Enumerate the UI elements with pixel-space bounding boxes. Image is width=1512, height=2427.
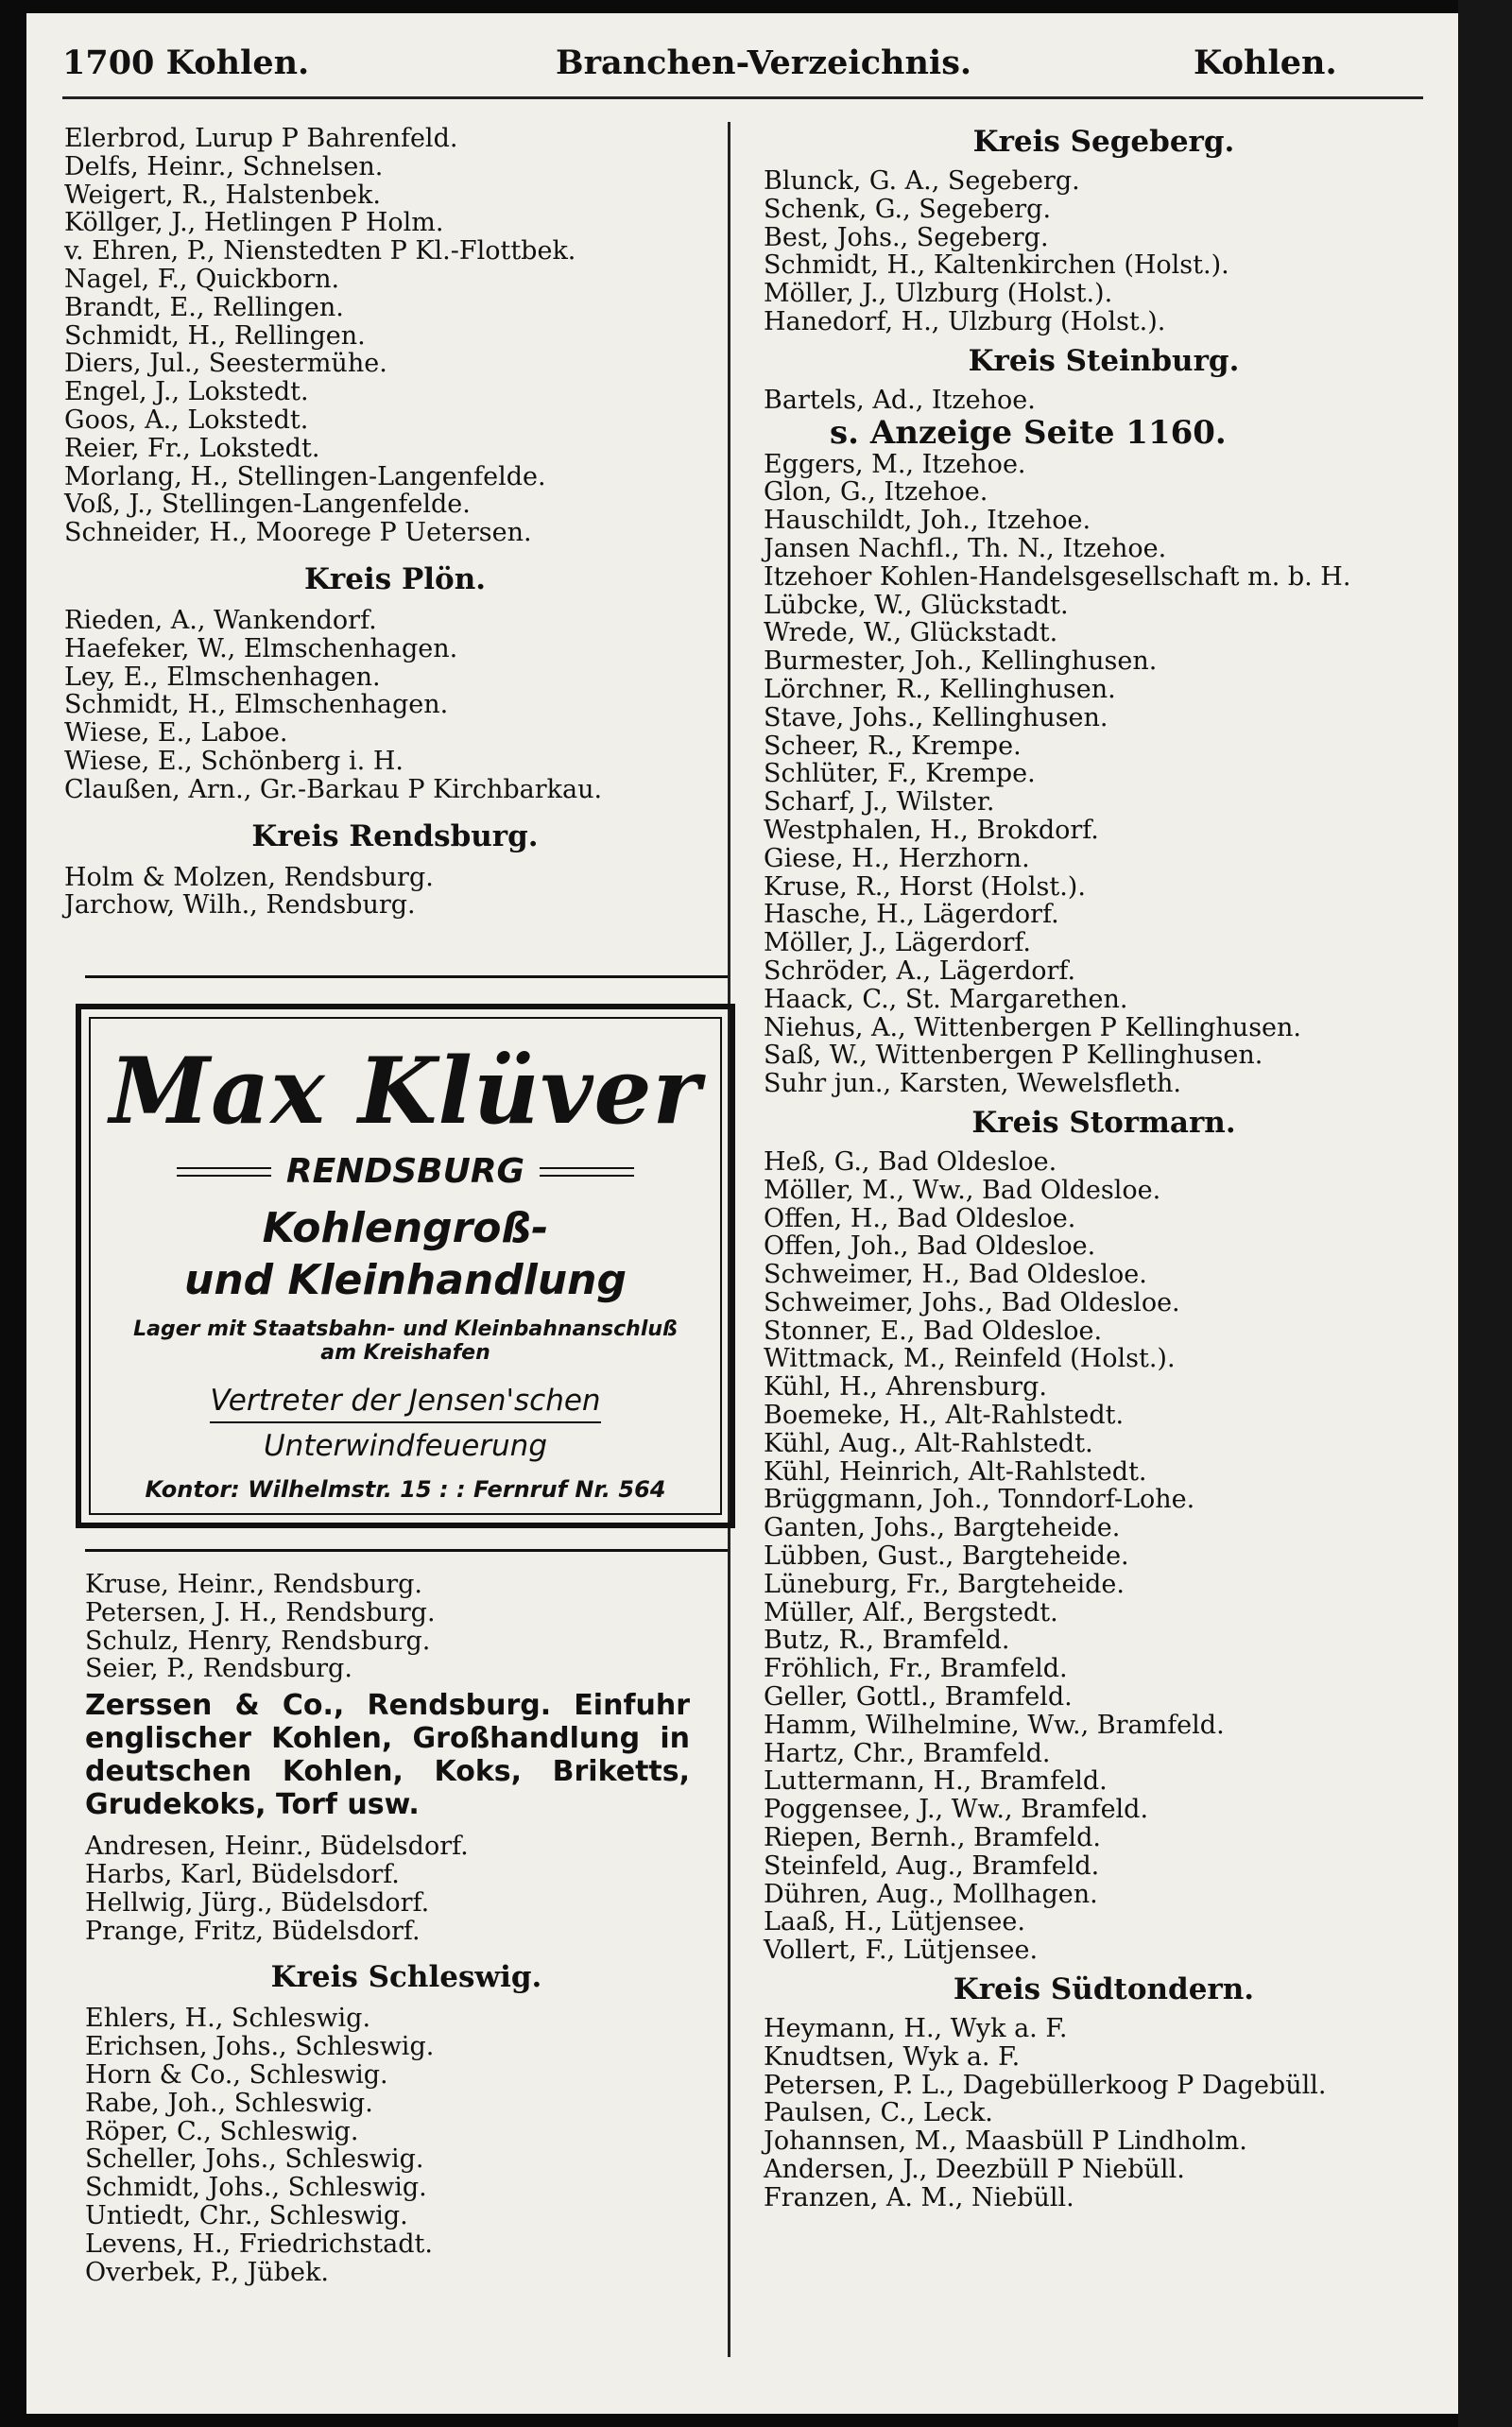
directory-entry: Offen, H., Bad Oldesloe. [764, 1203, 1076, 1233]
section-heading-schleswig: Kreis Schleswig. [270, 1960, 542, 1995]
ad-vertreter: Vertreter der Jensen'schen [210, 1384, 600, 1423]
directory-entry: Bartels, Ad., Itzehoe. [764, 385, 1036, 415]
section-heading-steinburg: Kreis Steinburg. [968, 343, 1240, 378]
page-number-header: 1700 Kohlen. [62, 43, 310, 82]
directory-entry: Best, Johs., Segeberg. [764, 222, 1049, 252]
directory-entry: Giese, H., Herzhorn. [764, 843, 1030, 873]
directory-entry: Kühl, Heinrich, Alt-Rahlstedt. [764, 1456, 1147, 1487]
entry-list [764, 387, 1444, 415]
directory-entry: Riepen, Bernh., Bramfeld. [764, 1823, 1101, 1853]
directory-entry: Levens, H., Friedrichstadt. [85, 2229, 433, 2259]
directory-entry: Brandt, E., Rellingen. [64, 292, 344, 322]
directory-entry: Poggensee, J., Ww., Bramfeld. [764, 1795, 1149, 1825]
ad-line-1: Kohlengroß- [262, 1204, 549, 1252]
section-header: Kohlen. [1194, 43, 1337, 82]
section-heading-rendsburg: Kreis Rendsburg. [251, 818, 539, 853]
section-heading-suedtondern: Kreis Südtondern. [953, 1972, 1255, 2007]
directory-entry: Horn & Co., Schleswig. [85, 2059, 388, 2090]
directory-entry: Scheer, R., Krempe. [764, 731, 1022, 761]
section-heading-stormarn: Kreis Stormarn. [971, 1105, 1236, 1140]
directory-entry: Wrede, W., Glückstadt. [764, 618, 1058, 648]
ad-city-row [91, 1152, 720, 1191]
directory-entry: Fröhlich, Fr., Bramfeld. [764, 1654, 1068, 1684]
directory-entry: Haefeker, W., Elmschenhagen. [64, 633, 458, 663]
entry-list [64, 125, 726, 547]
directory-entry: Kruse, Heinr., Rendsburg. [85, 1570, 422, 1599]
directory-entry: Voß, J., Stellingen-Langenfelde. [64, 490, 471, 520]
entry-list [64, 864, 726, 921]
section-heading-ploen: Kreis Plön. [303, 561, 487, 596]
directory-entry: Delfs, Heinr., Schnelsen. [64, 151, 384, 181]
directory-entry: Brüggmann, Joh., Tonndorf-Lohe. [764, 1485, 1195, 1515]
directory-entry: v. Ehren, P., Nienstedten P Kl.-Flottbek. [64, 236, 576, 267]
left-column-bottom [85, 1571, 728, 2286]
directory-entry: Petersen, P. L., Dagebüllerkoog P Dagebüll. [764, 2070, 1327, 2100]
directory-entry: Heß, G., Bad Oldesloe. [764, 1146, 1057, 1177]
directory-entry: Prange, Fritz, Büdelsdorf. [85, 1916, 421, 1946]
directory-entry: Glon, G., Itzehoe. [764, 477, 988, 508]
directory-entry: Ley, E., Elmschenhagen. [64, 662, 381, 692]
directory-entry: Knudtsen, Wyk a. F. [764, 2041, 1021, 2072]
directory-entry: Elerbrod, Lurup P Bahrenfeld. [64, 124, 458, 153]
page-title: Branchen-Verzeichnis. [556, 43, 972, 82]
directory-entry: Wiese, E., Schönberg i. H. [64, 746, 404, 776]
directory-entry: Nagel, F., Quickborn. [64, 264, 340, 294]
directory-entry: Kruse, R., Horst (Holst.). [764, 871, 1086, 902]
directory-entry: Harbs, Karl, Büdelsdorf. [85, 1859, 400, 1889]
directory-entry: Lübcke, W., Glückstadt. [764, 590, 1069, 620]
directory-entry: Röper, C., Schleswig. [85, 2116, 359, 2146]
section-heading-segeberg: Kreis Segeberg. [972, 125, 1235, 159]
directory-entry: Wittmack, M., Reinfeld (Holst.). [764, 1344, 1176, 1374]
right-column [764, 117, 1444, 2212]
entry-list [85, 1833, 728, 1945]
ad-kontor: Kontor: Wilhelmstr. 15 : : Fernruf Nr. 564 [145, 1476, 666, 1503]
directory-entry: Goos, A., Lokstedt. [64, 404, 309, 435]
scan-dark-edge [1458, 0, 1512, 2427]
directory-entry: Jansen Nachfl., Th. N., Itzehoe. [764, 533, 1167, 563]
directory-entry: Schmidt, Johs., Schleswig. [85, 2173, 427, 2203]
directory-entry: Kühl, Aug., Alt-Rahlstedt. [764, 1428, 1093, 1458]
directory-entry: Diers, Jul., Seestermühe. [64, 349, 387, 379]
directory-entry: Möller, M., Ww., Bad Oldesloe. [764, 1175, 1161, 1205]
double-rule [540, 1167, 634, 1177]
directory-entry: Geller, Gottl., Bramfeld. [764, 1682, 1073, 1713]
directory-entry: Saß, W., Wittenbergen P Kellinghusen. [764, 1041, 1263, 1071]
directory-entry: Paulsen, C., Leck. [764, 2098, 993, 2128]
directory-entry: Burmester, Joh., Kellinghusen. [764, 646, 1158, 677]
entry-list [764, 167, 1444, 336]
directory-entry: Scharf, J., Wilster. [764, 787, 995, 818]
directory-entry: Schweimer, H., Bad Oldesloe. [764, 1260, 1147, 1290]
directory-entry: Hasche, H., Lägerdorf. [764, 900, 1059, 930]
left-column-top [64, 125, 726, 920]
directory-entry: Hamm, Wilhelmine, Ww., Bramfeld. [764, 1710, 1225, 1740]
entry-list [64, 607, 726, 804]
double-rule [177, 1167, 271, 1177]
ad-kreishafen: am Kreishafen [320, 1341, 490, 1365]
entry-list [764, 2015, 1444, 2212]
directory-entry: Schlüter, F., Krempe. [764, 759, 1036, 789]
advertisement-box [76, 1004, 735, 1528]
directory-entry: Stonner, E., Bad Oldesloe. [764, 1316, 1103, 1346]
directory-entry: Müller, Alf., Bergstedt. [764, 1597, 1058, 1627]
entry-list [85, 1571, 728, 1683]
directory-entry: Laaß, H., Lütjensee. [764, 1907, 1025, 1937]
ad-unterwindfeuerung: Unterwindfeuerung [263, 1429, 548, 1463]
directory-entry: Claußen, Arn., Gr.-Barkau P Kirchbarkau. [64, 774, 603, 804]
directory-entry: Luttermann, H., Bramfeld. [764, 1766, 1108, 1797]
directory-entry: Schneider, H., Moorege P Uetersen. [64, 518, 532, 548]
directory-entry: Weigert, R., Halstenbek. [64, 180, 381, 210]
directory-entry: Schröder, A., Lägerdorf. [764, 955, 1076, 986]
directory-entry: Johannsen, M., Maasbüll P Lindholm. [764, 2126, 1247, 2157]
header-rule [62, 96, 1423, 99]
ad-lager: Lager mit Staatsbahn- und Kleinbahnanschluß [133, 1317, 678, 1341]
directory-entry: Heymann, H., Wyk a. F. [764, 2014, 1068, 2044]
directory-page [26, 13, 1458, 2414]
directory-entry: Franzen, A. M., Niebüll. [764, 2182, 1074, 2212]
advertisement-inner [89, 1017, 722, 1515]
directory-entry: Petersen, J. H., Rendsburg. [85, 1597, 436, 1627]
directory-entry: Ganten, Johs., Bargteheide. [764, 1513, 1121, 1543]
directory-entry: Schmidt, H., Rellingen. [64, 320, 366, 351]
directory-entry: Schulz, Henry, Rendsburg. [85, 1626, 431, 1656]
directory-entry: Engel, J., Lokstedt. [64, 377, 309, 407]
directory-entry: Seier, P., Rendsburg. [85, 1654, 352, 1684]
directory-entry: Stave, Johs., Kellinghusen. [764, 702, 1108, 732]
directory-entry: Jarchow, Wilh., Rendsburg. [64, 890, 416, 921]
directory-entry: Schmidt, H., Kaltenkirchen (Holst.). [764, 250, 1229, 281]
directory-entry: Schweimer, Johs., Bad Oldesloe. [764, 1287, 1180, 1317]
directory-entry: Hauschildt, Joh., Itzehoe. [764, 506, 1091, 536]
ad-city: RENDSBURG [285, 1152, 525, 1191]
directory-entry: Lüneburg, Fr., Bargteheide. [764, 1569, 1125, 1599]
directory-entry: Rabe, Joh., Schleswig. [85, 2088, 373, 2118]
directory-entry: Rieden, A., Wankendorf. [64, 605, 377, 635]
entry-list [85, 2005, 728, 2286]
directory-entry: Möller, J., Lägerdorf. [764, 928, 1031, 958]
ad-separator-bottom [85, 1549, 728, 1552]
directory-entry: Köllger, J., Hetlingen P Holm. [64, 208, 444, 238]
directory-entry: Blunck, G. A., Segeberg. [764, 166, 1080, 196]
ad-company-name: Max Klüver [109, 1038, 702, 1145]
directory-entry: Lübben, Gust., Bargteheide. [764, 1541, 1129, 1572]
directory-entry: Kühl, H., Ahrensburg. [764, 1372, 1047, 1403]
anzeige-reference: s. Anzeige Seite 1160. [830, 413, 1227, 452]
directory-entry: Untiedt, Chr., Schleswig. [85, 2200, 408, 2230]
directory-entry: Holm & Molzen, Rendsburg. [64, 862, 434, 892]
directory-entry: Morlang, H., Stellingen-Langenfelde. [64, 461, 546, 491]
directory-entry: Offen, Joh., Bad Oldesloe. [764, 1231, 1096, 1262]
directory-entry: Vollert, F., Lütjensee. [764, 1936, 1039, 1966]
ad-line-2: und Kleinhandlung [184, 1256, 627, 1304]
directory-entry: Eggers, M., Itzehoe. [764, 449, 1026, 479]
directory-entry: Niehus, A., Wittenbergen P Kellinghusen. [764, 1012, 1302, 1042]
ad-separator-top [85, 975, 728, 978]
directory-entry: Itzehoer Kohlen-Handelsgesellschaft m. b. H. [764, 561, 1351, 592]
directory-entry: Schmidt, H., Elmschenhagen. [64, 690, 449, 720]
directory-entry: Ehlers, H., Schleswig. [85, 2004, 371, 2034]
directory-entry: Lörchner, R., Kellinghusen. [764, 674, 1116, 704]
directory-entry: Andresen, Heinr., Büdelsdorf. [85, 1832, 469, 1862]
directory-entry: Haack, C., St. Margarethen. [764, 984, 1128, 1014]
zerssen-entry: Zerssen & Co., Rendsburg. Einfuhr englischer Kohlen, Großhandlung in deutschen Kohlen, Koks, Briketts, Grudekoks, Torf usw. [85, 1689, 690, 1822]
directory-entry: Westphalen, H., Brokdorf. [764, 815, 1099, 845]
directory-entry: Hartz, Chr., Bramfeld. [764, 1738, 1051, 1768]
directory-entry: Steinfeld, Aug., Bramfeld. [764, 1850, 1100, 1881]
directory-entry: Hellwig, Jürg., Büdelsdorf. [85, 1887, 430, 1918]
directory-entry: Scheller, Johs., Schleswig. [85, 2144, 424, 2175]
directory-entry: Schenk, G., Segeberg. [764, 194, 1052, 224]
directory-entry: Wiese, E., Laboe. [64, 718, 288, 749]
directory-entry: Hanedorf, H., Ulzburg (Holst.). [764, 306, 1166, 336]
entry-list [764, 451, 1444, 1098]
directory-entry: Möller, J., Ulzburg (Holst.). [764, 279, 1113, 309]
entry-list [764, 1148, 1444, 1965]
directory-entry: Overbek, P., Jübek. [85, 2257, 329, 2287]
directory-entry: Reier, Fr., Lokstedt. [64, 433, 320, 463]
directory-entry: Suhr jun., Karsten, Wewelsfleth. [764, 1069, 1181, 1099]
directory-entry: Erichsen, Johs., Schleswig. [85, 2032, 435, 2062]
directory-entry: Andersen, J., Deezbüll P Niebüll. [764, 2155, 1185, 2184]
directory-entry: Butz, R., Bramfeld. [764, 1626, 1010, 1656]
directory-entry: Dühren, Aug., Mollhagen. [764, 1879, 1098, 1909]
directory-entry: Boemeke, H., Alt-Rahlstedt. [764, 1401, 1125, 1431]
